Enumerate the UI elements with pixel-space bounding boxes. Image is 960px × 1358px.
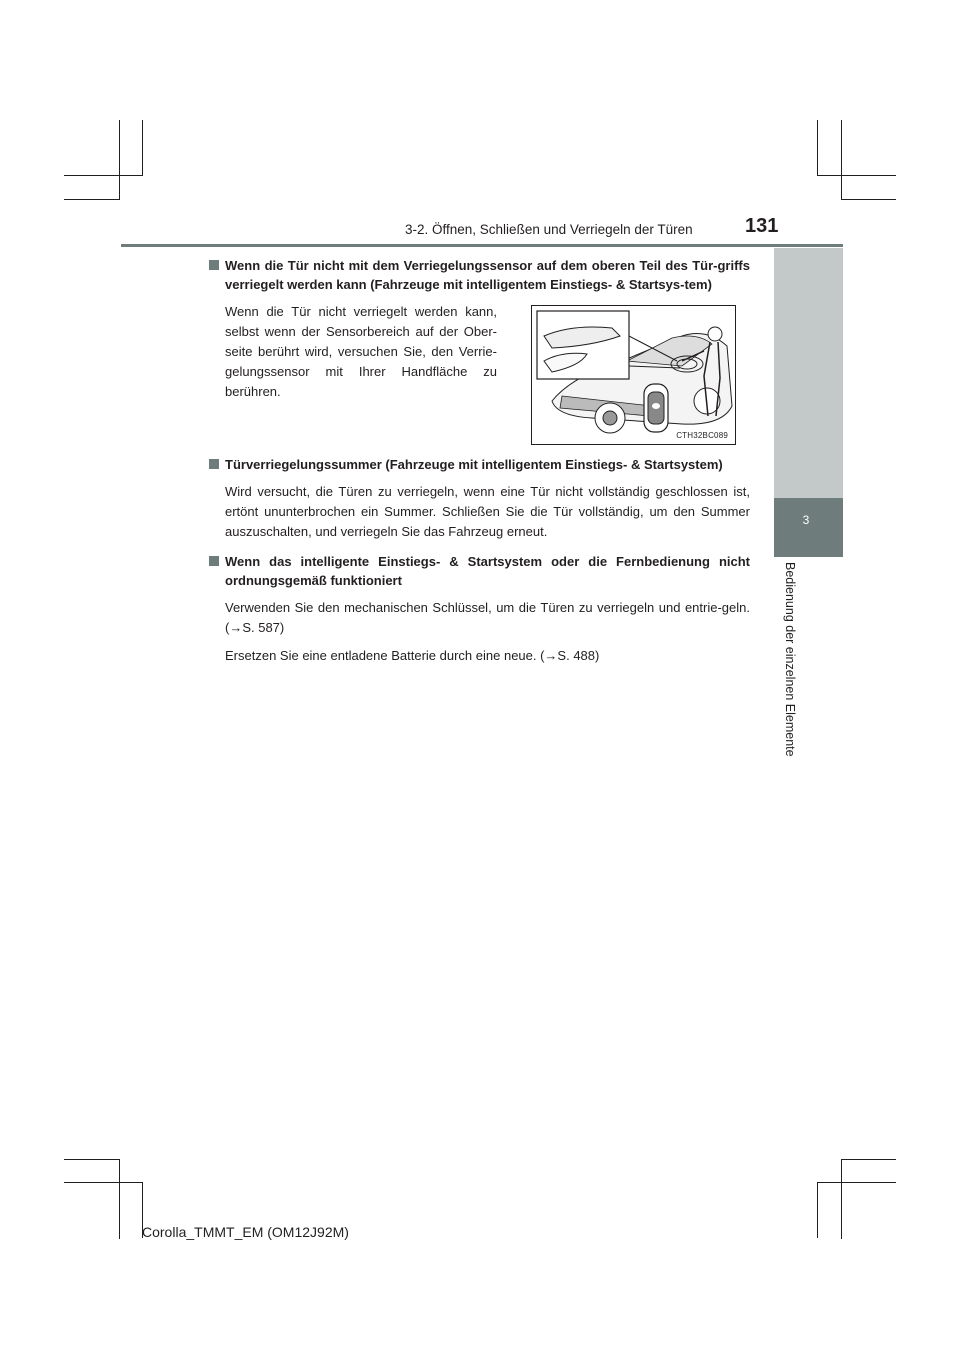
- section-door-buzzer: [205, 455, 750, 542]
- crop-mark: [64, 1159, 120, 1160]
- section-title: 3-2. Öffnen, Schließen und Verriegeln der Türen: [405, 222, 693, 237]
- crop-mark: [817, 1182, 896, 1183]
- section-heading-text: Wenn das intelligente Einstiegs- & Startsystem oder die Fernbedienung nicht ordnungsgemäß funktioniert: [225, 554, 750, 588]
- crop-mark: [64, 1182, 143, 1183]
- chapter-number: 3: [802, 513, 810, 527]
- crop-mark: [817, 1182, 818, 1238]
- section-heading: [205, 552, 750, 590]
- section-heading: [205, 455, 750, 474]
- crop-mark: [817, 120, 818, 176]
- section-malfunction: [205, 552, 750, 666]
- crop-mark: [64, 175, 143, 176]
- crop-mark: [841, 199, 896, 200]
- text-figure-row: [205, 302, 750, 445]
- square-bullet-icon: [209, 556, 219, 566]
- crop-mark: [119, 120, 120, 200]
- illustration-lock-sensor: [531, 305, 736, 445]
- square-bullet-icon: [209, 459, 219, 469]
- crop-mark: [841, 120, 842, 200]
- square-bullet-icon: [209, 260, 219, 270]
- crop-mark: [841, 1159, 842, 1239]
- paragraph: Ersetzen Sie eine entladene Batterie durch eine neue. (→S. 488): [225, 648, 600, 663]
- paragraph: Wird versucht, die Türen zu verriegeln, wenn eine Tür nicht vollständig geschlossen ist, ertönt ununterbrochen ein Summer. Schließen Sie die Tür vollständig, um den Summer auszuschalten, und verriegeln Sie das Fahrzeug erneut.: [225, 484, 750, 539]
- crop-mark: [841, 1159, 896, 1160]
- section-lock-sensor: [205, 256, 750, 445]
- section-heading-text: Wenn die Tür nicht mit dem Verriegelungssensor auf dem oberen Teil des Tür-griffs verriegelt werden kann (Fahrzeuge mit intelligentem Einstiegs- & Startsys-tem): [225, 258, 750, 292]
- section-heading: [205, 256, 750, 294]
- crop-mark: [119, 1159, 120, 1239]
- crop-mark: [64, 199, 120, 200]
- header-rule: [121, 244, 843, 247]
- car-door-illustration: [532, 306, 735, 444]
- paragraph: Wenn die Tür nicht verriegelt werden kann, selbst wenn der Sensorbereich auf der Ober-seite berührt wird, versuchen Sie, den Verrie-gelungssensor mit Ihrer Handfläche zu berühren.: [225, 304, 497, 399]
- side-tab-background: [774, 248, 843, 498]
- crop-mark: [142, 120, 143, 176]
- crop-mark: [817, 175, 896, 176]
- chapter-tab: [774, 498, 843, 557]
- section-heading-text: Türverriegelungssummer (Fahrzeuge mit intelligentem Einstiegs- & Startsystem): [225, 457, 723, 472]
- page-number: 131: [745, 215, 779, 237]
- main-content: [205, 256, 750, 676]
- chapter-label: Bedienung der einzelnen Elemente: [783, 562, 797, 757]
- figure-code: CTH32BC089: [676, 431, 728, 440]
- paragraph: Verwenden Sie den mechanischen Schlüssel, um die Türen zu verriegeln und entrie-geln. (→S. 587): [225, 600, 750, 635]
- document-id: Corolla_TMMT_EM (OM12J92M): [142, 1224, 349, 1240]
